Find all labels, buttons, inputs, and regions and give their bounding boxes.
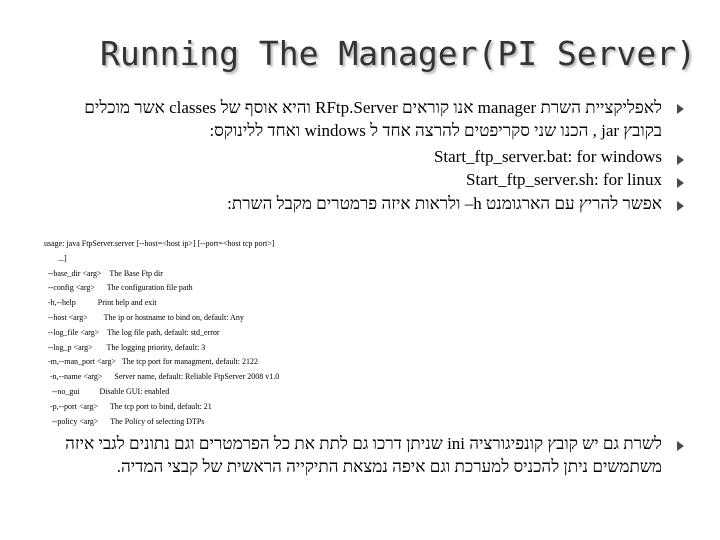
usage-line: --no_gui Disable GUI: enabled <box>44 386 170 396</box>
usage-line: --log_p <arg> The logging priority, default: 3 <box>44 342 206 352</box>
usage-line: --host <arg> The ip or hostname to bind on, default: Any <box>44 312 244 322</box>
usage-line: usage: java FtpServer.server [--host=<host ip>] [--port=<host tcp port>] <box>44 239 275 248</box>
usage-line: -n,--name <arg> Server name, default: Reliable FtpServer 2008 v1.0 <box>44 372 280 382</box>
usage-line: --config <arg> The configuration file path <box>44 283 193 293</box>
usage-line: -p,--port <arg> The tcp port to bind, default: 21 <box>44 401 212 411</box>
bullet-item <box>227 192 662 215</box>
bullet-text-line: Start_ftp_server.sh: for linux <box>466 170 662 189</box>
bullet-arrow-icon <box>674 435 684 447</box>
usage-line: -h,--help Print help and exit <box>44 298 157 308</box>
usage-output <box>44 237 344 429</box>
usage-line: ...] <box>44 253 67 263</box>
bullet-text-line: לשרת גם יש קובץ קונפיגורציה ini שניתן דרכו גם לתת את כל הפרמטרים וגם נתונים לגבי איזה <box>65 434 662 453</box>
bullet-item <box>434 145 662 168</box>
bullet-text-line: Start_ftp_server.bat: for windows <box>433 147 662 166</box>
bullet-item <box>84 96 662 142</box>
bullet-arrow-icon <box>674 195 684 207</box>
usage-line: --log_file <arg> The log file path, default: std_error <box>44 327 220 337</box>
usage-line: --policy <arg> The Policy of selecting DTPs <box>44 416 205 426</box>
usage-line: -m,--man_port <arg> The tcp port for managment, default: 2122 <box>44 357 259 367</box>
bullet-arrow-icon <box>674 172 684 184</box>
bullet-arrow-icon <box>674 98 684 110</box>
bullet-item <box>466 168 662 191</box>
bullet-text-line: לאפליקציית השרת manager אנו קוראים RFtp.Server והיא אוסף של classes אשר מוכלים <box>84 98 662 117</box>
bullet-item <box>65 432 662 478</box>
bullet-text-line: בקובץ jar , הכנו שני סקריפטים להרצה אחד ל windows ואחד ללינוקס: <box>209 121 662 140</box>
bullet-arrow-icon <box>674 149 684 161</box>
bullet-text-line: אפשר להריץ עם הארגומנט h– ולראות איזה פרמטרים מקבל השרת: <box>227 194 662 213</box>
usage-line: --base_dir <arg> The Base Ftp dir <box>44 268 163 278</box>
bullet-text-line: משתמשים ניתן להכניס למערכת וגם איפה נמצאת התיקייה הראשית של קבצי המדיה. <box>116 457 662 476</box>
slide-title: Running The Manager(PI Server) <box>99 34 696 73</box>
